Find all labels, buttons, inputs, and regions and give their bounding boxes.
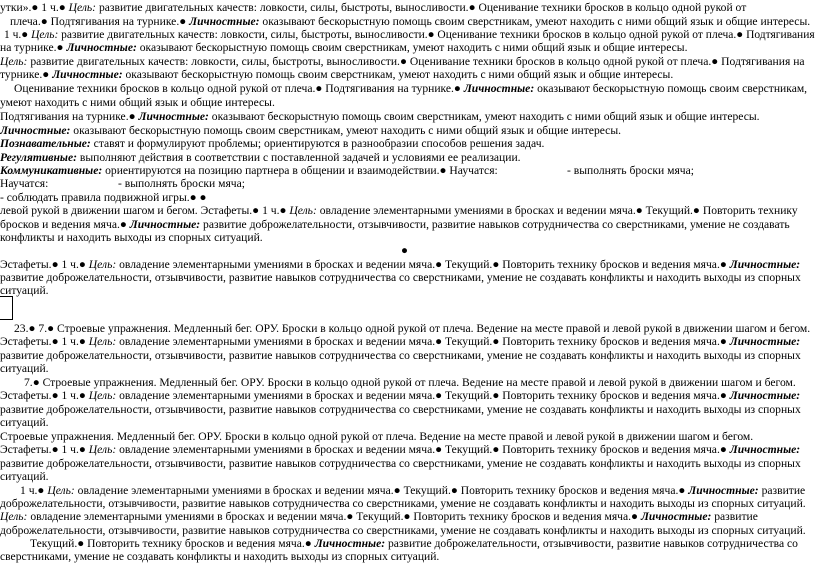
text-line [0, 231, 263, 244]
label-run: Личностные: [52, 68, 123, 81]
text-line [0, 204, 798, 217]
text-run: выполняют действия в соответствии с поставленной задачей и условиями ее реализации. [76, 151, 521, 164]
text-line [0, 389, 800, 402]
label-run: Личностные: [640, 510, 712, 523]
text-line [0, 124, 621, 137]
text-line [0, 497, 806, 510]
text-run: ориентируются на позицию партнера в общении и взаимодействии.● Научатся: [102, 164, 498, 177]
text-run: развитие доброжелательности, отзывчивости, развитие навыков сотрудничества со сверстниками, умение не создавать [200, 218, 790, 231]
text-run: оказывают бескорыстную помощь своим сверстникам, умеют находить с ними общий язык и общие интересы. [70, 124, 622, 137]
text-run: Текущий.● Повторить технику бросков и ведения мяча.● [30, 537, 315, 550]
text-run: 23.● 7.● Строевые упражнения. Медленный бег. ОРУ. Броски в кольцо одной рукой от плеча. Ведение на месте правой и левой рукой в движении шагом и бегом. [14, 322, 811, 335]
text-line [0, 349, 801, 362]
label-run: Цель: [88, 389, 117, 402]
text-line [0, 177, 48, 190]
text-line [0, 550, 439, 563]
label-run: Личностные: [189, 15, 260, 28]
text-run: оказывают бескорыстную помощь своим сверстникам, умеют находить с ними общий язык и общие интересы. [259, 15, 811, 28]
text-run: левой рукой в движении шагом и бегом. Эстафеты.● 1 ч.● [0, 204, 290, 217]
text-run: ситуаций. [0, 470, 49, 483]
text-line [10, 15, 810, 28]
text-run: турнике.● [0, 68, 53, 81]
text-line [14, 82, 807, 95]
text-run: - выполнять броски мяча; [567, 164, 694, 177]
text-run: овладение элементарными умениями в бросках и ведении мяча.● Текущий.● Повторить технику бросков и ведения мяча.● [116, 389, 730, 402]
label-run: Регулятивные: [0, 151, 77, 164]
text-run: Эстафеты.● 1 ч.● [0, 389, 89, 402]
text-line [0, 41, 687, 54]
text-line [0, 443, 800, 456]
text-run: плеча.● Подтягивания на турнике.● [10, 15, 190, 28]
text-run: Эстафеты.● 1 ч.● [0, 443, 89, 456]
label-run: Личностные: [463, 82, 535, 95]
text-line [0, 151, 521, 164]
label-run: Личностные: [729, 258, 801, 271]
text-run: ● [401, 244, 409, 257]
label-run: Цель: [68, 1, 97, 14]
text-line [0, 164, 498, 177]
text-run: развитие доброжелательности, отзывчивости, развитие навыков сотрудничества со сверстниками, умение не создавать конфликты и находить выходы из спорных [0, 457, 801, 470]
text-run: развитие [711, 510, 758, 523]
text-run: развитие [758, 484, 806, 497]
text-run: умеют находить с ними общий язык и общие интересы. [0, 96, 275, 109]
text-line [30, 537, 798, 550]
text-line [0, 1, 746, 14]
text-line [118, 177, 245, 190]
text-run: утки».● 1 ч.● [0, 1, 69, 14]
text-run: Оценивание техники бросков в кольцо одной рукой от плеча.● Подтягивания на турнике.● [14, 82, 464, 95]
text-line [0, 191, 207, 204]
text-run: Подтягивания на турнике.● [0, 110, 139, 123]
text-line [0, 68, 673, 81]
text-line [0, 258, 800, 271]
text-line [0, 362, 49, 375]
text-line [0, 457, 801, 470]
text-run: Эстафеты.● 1 ч.● [0, 335, 89, 348]
text-run: - соблюдать правила подвижной игры.● ● [0, 191, 207, 204]
label-run: Цель: [88, 258, 117, 271]
text-line [20, 484, 805, 497]
text-run: доброжелательности, отзывчивости, развитие навыков сотрудничества со сверстниками, умение не создавать конфликты и находить выходы из спорных ситуаций. [0, 524, 806, 537]
text-run: Эстафеты.● 1 ч.● [0, 258, 89, 271]
text-line [0, 335, 800, 348]
text-run: на турнике.● [0, 41, 67, 54]
label-run: Личностные: [314, 537, 386, 550]
text-run: развитие двигательных качеств: ловкости, силы, быстроты, выносливости.● Оценивание техники бросков в кольцо одной рукой от плеча.● Подтягивания на [27, 55, 805, 68]
text-run: оказывают бескорыстную помощь своим сверстникам, умеют находить с ними общий язык и общие интересы. [122, 68, 674, 81]
text-run: сверстниками, умение не создавать конфликты и находить выходы из спорных ситуаций. [0, 550, 440, 563]
text-line [0, 524, 806, 537]
text-run: овладение элементарными умениями в бросках и ведении мяча.● Текущий.● Повторить технику [316, 204, 798, 217]
text-line [4, 28, 815, 41]
text-run: Научатся: [0, 177, 49, 190]
text-line [0, 55, 805, 68]
text-line [401, 244, 408, 257]
text-line [24, 376, 796, 389]
text-line [0, 510, 758, 523]
label-run: Личностные: [129, 218, 201, 231]
text-run: овладение элементарными умениями в бросках и ведении мяча.● Текущий.● Повторить технику бросков и ведения мяча.● [116, 335, 730, 348]
label-run: Личностные: [729, 443, 801, 456]
text-run: конфликты и находить выходы из спорных ситуаций. [0, 231, 263, 244]
label-run: Цель: [88, 335, 117, 348]
text-run: оказывают бескорыстную помощь своим сверстникам, [534, 82, 808, 95]
label-run: Цель: [88, 443, 117, 456]
text-run: овладение элементарными умениями в бросках и ведении мяча.● Текущий.● Повторить технику бросков и ведения мяча.● [74, 484, 689, 497]
label-run: Личностные: [688, 484, 759, 497]
text-run: овладение элементарными умениями в бросках и ведении мяча.● Текущий.● Повторить технику бросков и ведения мяча.● [27, 510, 641, 523]
label-run: Личностные: [138, 110, 209, 123]
text-line [567, 164, 694, 177]
text-run: овладение элементарными умениями в бросках и ведении мяча.● Текущий.● Повторить технику бросков и ведения мяча.● [116, 258, 730, 271]
text-line [0, 403, 801, 416]
text-run: - выполнять броски мяча; [118, 177, 245, 190]
label-run: Цель: [0, 55, 28, 68]
label-run: Цель: [289, 204, 317, 217]
text-line [14, 322, 810, 335]
table-cell-border [0, 296, 13, 320]
text-run: Строевые упражнения. Медленный бег. ОРУ. Броски в кольцо одной рукой от плеча. Ведение на месте правой и левой рукой в движении шагом и бегом. [0, 430, 754, 443]
text-run: 1 ч.● [4, 28, 32, 41]
text-line [0, 218, 790, 231]
text-line [0, 430, 753, 443]
text-run: ситуаций. [0, 362, 49, 375]
text-run: ставят и формулируют проблемы; ориентируются в разнообразии способов решения задач. [90, 137, 545, 150]
text-run: развитие доброжелательности, отзывчивости, развитие навыков сотрудничества со [385, 537, 798, 550]
label-run: Личностные: [729, 389, 801, 402]
text-run: оказывают бескорыстную помощь своим сверстникам, умеют находить с ними общий язык и общие интересы. [208, 110, 760, 123]
text-run: овладение элементарными умениями в бросках и ведении мяча.● Текущий.● Повторить технику бросков и ведения мяча.● [116, 443, 730, 456]
text-run: развитие двигательных качеств: ловкости, силы, быстроты, выносливости.● Оценивание техники бросков в кольцо одной рукой от плеча.● Подтягивания [58, 28, 815, 41]
label-run: Личностные: [729, 335, 801, 348]
text-run: ситуаций. [0, 416, 49, 429]
label-run: Личностные: [0, 124, 71, 137]
text-line [0, 96, 275, 109]
label-run: Цель: [31, 28, 59, 41]
text-run: 7.● Строевые упражнения. Медленный бег. ОРУ. Броски в кольцо одной рукой от плеча. Ведение на месте правой и левой рукой в движении шагом и бегом. [24, 376, 796, 389]
text-line [0, 137, 544, 150]
label-run: Личностные: [66, 41, 137, 54]
text-line [0, 110, 760, 123]
text-run: развитие доброжелательности, отзывчивости, развитие навыков сотрудничества со сверстниками, умение не создавать конфликты и находить выходы из спорных [0, 271, 801, 284]
text-line [0, 271, 801, 284]
label-run: Коммуникативные: [0, 164, 103, 177]
text-run: оказывают бескорыстную помощь своим сверстникам, умеют находить с ними общий язык и общие интересы. [136, 41, 688, 54]
text-line [0, 416, 49, 429]
text-run: 1 ч.● [20, 484, 48, 497]
text-run: развитие двигательных качеств: ловкости, силы, быстроты, выносливости.● Оценивание техники бросков в кольцо одной рукой от [96, 1, 747, 14]
text-run: ситуаций. [0, 284, 49, 297]
label-run: Цель: [0, 510, 28, 523]
text-run: доброжелательности, отзывчивости, развитие навыков сотрудничества со сверстниками, умение не создавать конфликты и находить выходы из спорных ситуаций. [0, 497, 806, 510]
text-run: развитие доброжелательности, отзывчивости, развитие навыков сотрудничества со сверстниками, умение не создавать конфликты и находить выходы из спорных [0, 403, 801, 416]
text-line [0, 470, 49, 483]
text-run: развитие доброжелательности, отзывчивости, развитие навыков сотрудничества со сверстниками, умение не создавать конфликты и находить выходы из спорных [0, 349, 801, 362]
text-run: бросков и ведения мяча.● [0, 218, 130, 231]
label-run: Познавательные: [0, 137, 91, 150]
label-run: Цель: [47, 484, 75, 497]
